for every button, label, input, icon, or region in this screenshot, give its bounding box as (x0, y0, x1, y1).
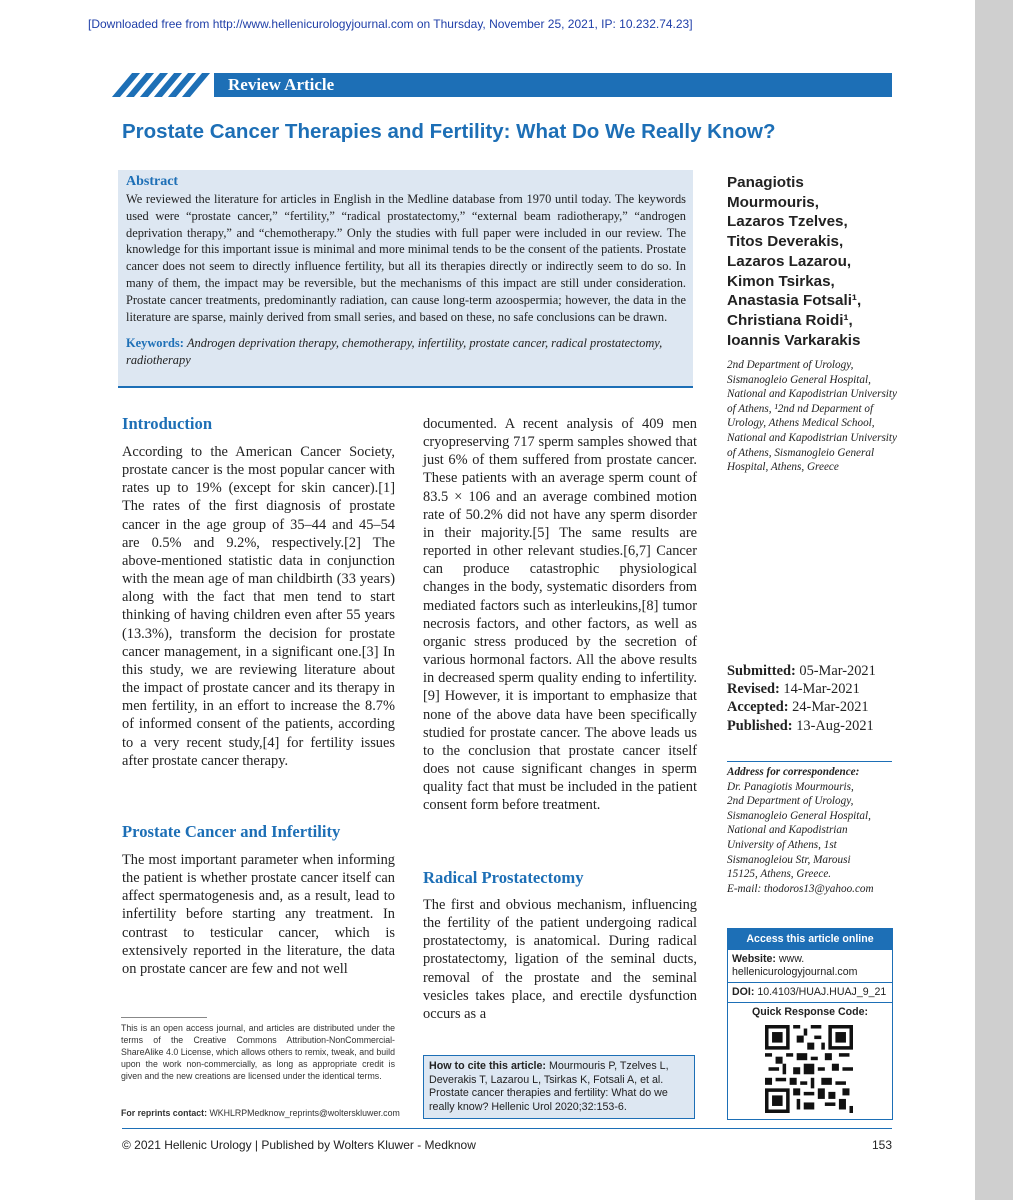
access-website[interactable] (728, 950, 892, 983)
date-label: Revised: (727, 681, 780, 698)
correspondence (727, 765, 897, 896)
doi-value[interactable]: 10.4103/HUAJ.HUAJ_9_21 (757, 986, 887, 998)
correspondence-line: 15125, Athens, Greece. (727, 868, 832, 881)
how-to-cite-box (423, 1055, 695, 1119)
cite-text: Mourmouris P, Tzelves L, Deverakis T, Lazarou L, Tsirkas K, Fotsali A, et al. Prostate cancer therapies and fertility: What do we really know? Hellenic Urol 2020;32:153-6. (429, 1060, 669, 1113)
author-line: Mourmouris, (727, 193, 819, 211)
date-label: Submitted: (727, 663, 796, 679)
article-dates (727, 662, 876, 735)
date-value: 05-Mar-2021 (799, 663, 876, 679)
correspondence-email[interactable]: E-mail: thodoros13@yahoo.com (727, 882, 874, 895)
correspondence-line: University of Athens, 1st (727, 838, 837, 851)
date-row (727, 662, 876, 680)
article-type: Review Article (228, 75, 335, 94)
website-label: Website: (732, 953, 776, 965)
reprints-email[interactable]: WKHLRPMedknow_reprints@wolterskluwer.com (209, 1108, 400, 1118)
reprints-contact (121, 1108, 400, 1118)
license-divider (121, 1017, 207, 1018)
column2-text: documented. A recent analysis of 409 men cryopreserving 717 sperm samples showed that just 6% of them suffered from prostate cancer. These patients with an average sperm count of 83.5 × 106 and an average combined motion rate of 50.2% did not have any sperm disorder in their majority.[5] The same results are reported in other relevant studies.[6,7] Cancer can produce catastrophic physiological changes in the body, systematic disorders from mediated factors such as interleukins,[8] tumor necrosis factors, and other factors, as well as organic stress produced by the secretion of various hormonal factors. All the above results in decreased sperm quality ending to infertility.[9] However, it is important to emphasize that none of the above data have been specifically studied for prostate cancer. The above leads us to the conclusion that prostate cancer itself does not cause significant changes in sperm quality fact that must be included in the patient consent form before treatment. (423, 416, 697, 814)
author-line: Panagiotis (727, 174, 804, 191)
date-value: 14-Mar-2021 (783, 681, 860, 698)
date-label: Accepted: (727, 699, 789, 716)
abstract-text: We reviewed the literature for articles in English in the Medline database from 1970 until today. The keywords used were “prostate cancer,” “fertility,” “radical prostatectomy,” “external beam radiotherapy,” “androgen deprivation therapy,” and “chemotherapy.” Only the studies with full paper were included in our review. The knowledge for this important issue is minimal and more minimal tends to be the consent of the patients. Prostate cancer does not seem to directly influence fertility, but all its therapies directly or indirectly seem to do so. In many of them, the impact may be reversible, but the mechanisms of this impact are still under consideration. Prostate cancer treatments, predominantly radiation, can cause long-term azoospermia; however, the data in the literature are sparse, mainly derived from small series, and based on these, no safe conclusions can be drawn. (126, 192, 686, 324)
author-list (727, 173, 907, 350)
license-notice: This is an open access journal, and articles are distributed under the terms of the Creative Commons Attribution-NonCommercial-ShareAlike 4.0 License, which allows others to remix, tweak, and build upon the work non-commercially, as long as appropriate credit is given and the new creations are licensed under the identical terms. (121, 1023, 395, 1082)
infertility-text: The most important parameter when informing the patient is whether prostate cancer itself can affect spermatogenesis and, as a result, lead to infertility before starting any treatment. In contrast to testicular cancer, which is extensively reported in the literature, the data on prostate cancer are few and not well (122, 852, 395, 977)
date-value: 24-Mar-2021 (792, 699, 869, 716)
date-value: 13-Aug-2021 (796, 717, 874, 734)
website-link[interactable]: www. hellenicurologyjournal.com (732, 953, 858, 978)
abstract-box (118, 170, 693, 388)
keywords (126, 335, 686, 369)
correspondence-line: Dr. Panagiotis Mourmouris, (727, 780, 854, 793)
footer-copyright: © 2021 Hellenic Urology | Published by Wolters Kluwer - Medknow (122, 1138, 476, 1152)
page-number: 153 (872, 1138, 893, 1152)
section-heading-radical-prostatectomy: Radical Prostatectomy (423, 868, 584, 887)
correspondence-line: Sismanogleiou Str, Marousi (727, 853, 851, 866)
article-type-banner (122, 73, 892, 97)
correspondence-line: National and Kapodistrian (727, 824, 848, 837)
access-heading: Access this article online (728, 929, 892, 950)
correspondence-divider (727, 761, 892, 762)
viewer-background (975, 0, 1013, 1200)
author-line: Lazaros Lazarou, (727, 252, 852, 270)
access-online-box (727, 928, 893, 1120)
qr-label: Quick Response Code: (752, 1006, 868, 1018)
date-row (727, 717, 876, 735)
correspondence-heading: Address for correspondence: (727, 766, 860, 778)
article-title: Prostate Cancer Therapies and Fertility: What Do We Really Know? (122, 120, 776, 143)
date-label: Published: (727, 717, 793, 734)
author-line: Anastasia Fotsali¹, (727, 292, 862, 310)
date-row (727, 680, 876, 698)
correspondence-line: Sismanogleio General Hospital, (727, 809, 871, 822)
introduction-text: According to the American Cancer Society, prostate cancer is the most popular cancer with rates up to 19% (except for skin cancer).[1] The rates of the first diagnosis of prostate cancer in the age group of 35–44 and 45–54 are 0.5% and 9.2%, respectively.[2] The above-mentioned statistic data in conjunction with the mean age of man childbirth (33 years) along with the fact that men tend to start thinking of having children even after 55 years (13.3%), transform the decision for prostate cancer management, in a significant one.[3] In this study, we are reviewing literature about the impact of prostate cancer and its therapy in men fertility, in an effort to increase the 8.7% of informed consent of the patients, according to a very recent study,[4] for fertility issues after prostate cancer therapy. (122, 444, 395, 769)
download-notice: [Downloaded free from http://www.hellenicurologyjournal.com on Thursday, November 25, 2021, IP: 10.232.74.23] (88, 17, 693, 31)
author-line: Lazaros Tzelves, (727, 213, 848, 231)
affiliation: 2nd Department of Urology, Sismanogleio General Hospital, National and Kapodistrian University of Athens, ¹2nd nd Deparment of Urology, Athens Medical School, National and Kapodistrian University of Athens, Sismanogleio General Hospital, Athens, Greece (727, 359, 897, 474)
keywords-label: Keywords: (126, 336, 184, 351)
author-line: Christiana Roidi¹, (727, 311, 853, 329)
footer-divider (122, 1128, 892, 1129)
abstract-heading: Abstract (126, 174, 179, 189)
correspondence-line: 2nd Department of Urology, (727, 795, 854, 808)
reprints-label: For reprints contact: (121, 1108, 208, 1118)
qr-code-icon (765, 1025, 853, 1113)
radical-prostatectomy-text: The first and obvious mechanism, influencing the fertility of the patient undergoing radical prostatectomy, is anatomical. During radical prostatectomy, ligation of the seminal ducts, removal of the prostate and the seminal vesicles takes place, and erectile dysfunction occurs as a (423, 897, 697, 1022)
author-line: Ioannis Varkarakis (727, 331, 861, 349)
section-heading-infertility: Prostate Cancer and Infertility (122, 822, 341, 841)
author-line: Titos Deverakis, (727, 233, 844, 251)
doi-label: DOI: (732, 986, 755, 998)
cite-label: How to cite this article: (429, 1060, 546, 1072)
date-row (727, 698, 876, 716)
keywords-list: Androgen deprivation therapy, chemotherapy, infertility, prostate cancer, radical prostatectomy, radiotherapy (126, 336, 663, 368)
access-doi (728, 983, 892, 1003)
author-line: Kimon Tsirkas, (727, 272, 835, 290)
section-heading-introduction: Introduction (122, 414, 213, 433)
